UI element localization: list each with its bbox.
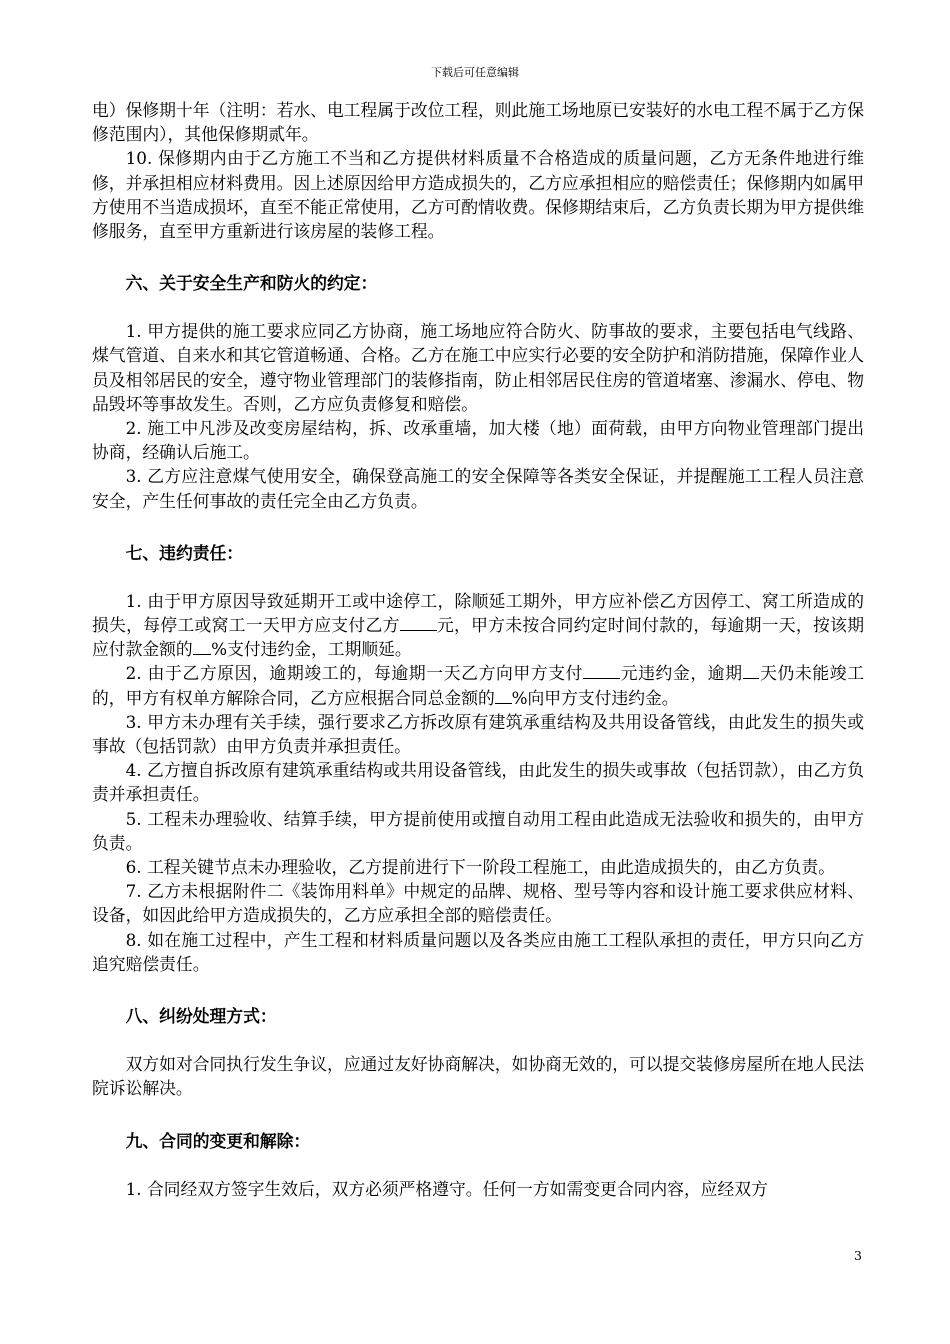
blank-line — [400, 630, 437, 631]
blank-line — [743, 678, 760, 679]
section-7-item-7: 7. 乙方未根据附件二《装饰用料单》中规定的品牌、规格、型号等内容和设计施工要求供应材料、设备，如因此给甲方造成损失的，乙方应承担全部的赔偿责任。 — [92, 881, 864, 926]
text-run: %向甲方支付违约金。 — [511, 687, 679, 708]
document-body — [92, 98, 864, 1201]
section-7-item-8: 8. 如在施工过程中，产生工程和材料质量问题以及各类应由施工工程队承担的责任，甲方只向乙方追究赔偿责任。 — [92, 929, 864, 974]
text-run: 2. 由于乙方原因，逾期竣工的，每逾期一天乙方向甲方支付 — [125, 663, 584, 684]
section-6-item-1: 1. 甲方提供的施工要求应同乙方协商，施工场地应符合防火、防事故的要求，主要包括电气线路、煤气管道、自来水和其它管道畅通、合格。乙方在施工中应实行必要的安全防护和消防措施，保障作业人员及相邻居民的安全，遵守物业管理部门的装修指南，防止相邻居民住房的管道堵塞、渗漏水、停电、物品毁坏等事故发生。否则，乙方应负责修复和赔偿。 — [92, 321, 864, 414]
text-run: 元违约金，逾期 — [620, 663, 743, 684]
section-8-text: 双方如对合同执行发生争议，应通过友好协商解决，如协商无效的，可以提交装修房屋所在地人民法院诉讼解决。 — [92, 1054, 864, 1099]
blank-line — [193, 654, 211, 655]
intro-paragraph-2: 10. 保修期内由于乙方施工不当和乙方提供材料质量不合格造成的质量问题，乙方无条件地进行维修，并承担相应材料费用。因上述原因给甲方造成损失的，乙方应承担相应的赔偿责任；保修期内如属甲方使用不当造成损坏，直至不能正常使用，乙方可酌情收费。保修期结束后，乙方负责长期为甲方提供维修服务，直至甲方重新进行该房屋的装修工程。 — [92, 148, 864, 242]
section-9-heading: 九、合同的变更和解除： — [125, 1130, 311, 1151]
blank-line — [583, 678, 620, 679]
section-7-item-5: 5. 工程未办理验收、结算手续，甲方提前使用或擅自动用工程由此造成无法验收和损失的，由甲方负责。 — [92, 808, 864, 853]
intro-paragraph-1: 电）保修期十年（注明：若水、电工程属于改位工程，则此施工场地原已安装好的水电工程不属于乙方保修范围内），其他保修期贰年。 — [92, 100, 864, 145]
text-run: %支付违约金，工期顺延。 — [211, 639, 412, 660]
section-7-item-3: 3. 甲方未办理有关手续，强行要求乙方拆改原有建筑承重结构及共用设备管线，由此发生的损失或事故（包括罚款）由甲方负责并承担责任。 — [92, 711, 864, 757]
section-6-item-3: 3. 乙方应注意煤气使用安全，确保登高施工的安全保障等各类安全保证，并提醒施工工程人员注意安全，产生任何事故的责任完全由乙方负责。 — [92, 466, 864, 511]
page-number: 3 — [854, 1248, 862, 1263]
section-7-heading: 七、违约责任： — [125, 542, 244, 563]
page-header: 下载后可任意编辑 — [431, 66, 519, 79]
section-9-text: 1. 合同经双方签字生效后，双方必须严格遵守。任何一方如需变更合同内容，应经双方 — [125, 1178, 768, 1199]
section-6-heading: 六、关于安全生产和防火的约定： — [125, 273, 378, 294]
section-7-item-4: 4. 乙方擅自拆改原有建筑承重结构或共用设备管线，由此发生的损失或事故（包括罚款），由乙方负责并承担责任。 — [92, 760, 864, 805]
text-run: 天仍未能竣工的，甲方有权单方解除合同，乙方应根据合同总金额的 — [92, 663, 864, 708]
section-6-item-2: 2. 施工中凡涉及改变房屋结构，拆、改承重墙，加大楼（地）面荷载，由甲方向物业管理部门提出协商，经确认后施工。 — [92, 418, 864, 463]
text-run: 元，甲方未按合同约定时间付款的，每逾期一天，按该期应付款金额的 — [92, 615, 864, 660]
text-run: 1. 由于甲方原因导致延期开工或中途停工，除顺延工期外，甲方应补偿乙方因停工、窝工所造成的损失，每停工或窝工一天甲方应支付乙方 — [92, 590, 864, 636]
section-7-item-6: 6. 工程关键节点未办理验收，乙方提前进行下一阶段工程施工，由此造成损失的，由乙方负责。 — [125, 857, 835, 878]
blank-line — [495, 703, 512, 704]
section-7-item-2 — [92, 661, 864, 709]
section-8-heading: 八、纠纷处理方式： — [125, 1006, 277, 1027]
section-7-item-1 — [92, 589, 864, 662]
